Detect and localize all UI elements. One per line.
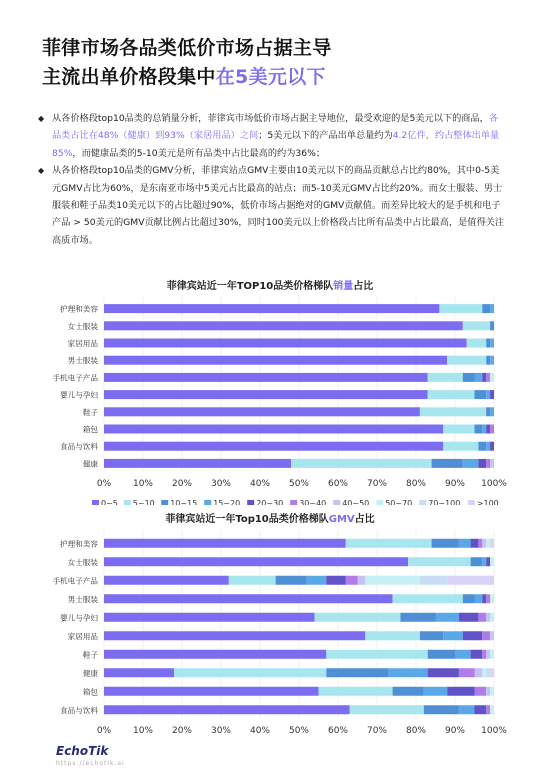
bar-segment bbox=[420, 576, 447, 585]
bar-segment bbox=[358, 576, 366, 585]
bar-segment bbox=[104, 390, 428, 399]
bullet-0-text-0: 从各价格段top10品类的总销量分析，菲律宾市场低价市场占据主导地位，最受欢迎的是5美元以下的商品， bbox=[52, 113, 489, 124]
legend-label: 70~100 bbox=[428, 499, 461, 505]
legend-swatch bbox=[204, 500, 211, 505]
echotik-logo: EchoTik bbox=[56, 744, 109, 758]
bar-segment bbox=[490, 613, 494, 622]
bar-segment bbox=[365, 576, 420, 585]
bar-segment bbox=[400, 613, 435, 622]
bar-segment bbox=[467, 339, 487, 348]
bar-segment bbox=[490, 356, 494, 365]
bar-segment bbox=[428, 650, 455, 659]
bar-segment bbox=[482, 631, 490, 640]
x-tick-label: 20% bbox=[171, 726, 193, 736]
chart1-title-highlight: 销量 bbox=[333, 281, 354, 292]
bar-segment bbox=[475, 390, 487, 399]
bar-segment bbox=[276, 576, 307, 585]
bar-segment bbox=[326, 576, 346, 585]
bar-segment bbox=[486, 356, 490, 365]
diamond-bullet-icon: ◆ bbox=[38, 166, 45, 176]
footer-url: https://echotik.ai bbox=[56, 760, 125, 767]
legend-label: 40~50 bbox=[342, 499, 370, 505]
bar-segment bbox=[490, 650, 494, 659]
bar-segment bbox=[104, 687, 319, 696]
bar-segment bbox=[490, 668, 494, 677]
legend-label: 15~20 bbox=[213, 499, 241, 505]
bar-segment bbox=[432, 539, 459, 548]
bar-segment bbox=[459, 705, 475, 714]
bar-segment bbox=[471, 650, 483, 659]
bar-segment bbox=[478, 613, 486, 622]
bar-segment bbox=[393, 687, 424, 696]
bar-segment bbox=[346, 539, 432, 548]
legend-swatch bbox=[419, 500, 426, 505]
category-label: 箱包 bbox=[82, 687, 98, 697]
bar-segment bbox=[486, 390, 490, 399]
x-tick-label: 40% bbox=[249, 726, 271, 736]
chart1-title-suffix: 占比 bbox=[353, 281, 374, 292]
bar-segment bbox=[482, 594, 486, 603]
bar-segment bbox=[486, 459, 490, 468]
bar-segment bbox=[486, 650, 490, 659]
category-label: 护理和美容 bbox=[60, 304, 98, 314]
bar-segment bbox=[486, 339, 490, 348]
bar-segment bbox=[447, 576, 494, 585]
bar-segment bbox=[482, 557, 486, 566]
chart2-title-text: 菲律宾站近一年Top10品类价格梯队 bbox=[165, 514, 329, 525]
bar-segment bbox=[315, 613, 401, 622]
bar-segment bbox=[447, 356, 486, 365]
bullet-0-text-3: 4.2亿件，约占整体出单量85% bbox=[52, 130, 500, 159]
bar-segment bbox=[482, 425, 486, 434]
legend-swatch bbox=[290, 500, 297, 505]
x-tick-label: 10% bbox=[132, 726, 154, 736]
bar-segment bbox=[428, 373, 463, 382]
bar-segment bbox=[486, 539, 490, 548]
bar-segment bbox=[229, 576, 276, 585]
bar-segment bbox=[174, 668, 326, 677]
bar-segment bbox=[291, 459, 431, 468]
bar-segment bbox=[459, 668, 475, 677]
bar-segment bbox=[475, 687, 487, 696]
bullet-0-text-2: ；5美元以下的产品出单总量约为 bbox=[258, 130, 393, 142]
bar-segment bbox=[490, 339, 494, 348]
category-label: 健康 bbox=[82, 668, 98, 678]
bar-segment bbox=[475, 594, 483, 603]
category-label: 箱包 bbox=[82, 425, 98, 434]
legend-label: 10~15 bbox=[170, 499, 198, 505]
bar-segment bbox=[428, 390, 475, 399]
bar-segment bbox=[455, 650, 471, 659]
bar-segment bbox=[459, 539, 471, 548]
bar-segment bbox=[104, 539, 346, 548]
bar-segment bbox=[104, 373, 428, 382]
bar-segment bbox=[490, 304, 494, 313]
bar-segment bbox=[475, 668, 483, 677]
bar-segment bbox=[432, 459, 463, 468]
legend-label: 0~5 bbox=[101, 499, 118, 505]
bar-segment bbox=[104, 356, 447, 365]
bar-segment bbox=[104, 321, 463, 330]
category-label: 鞋子 bbox=[82, 407, 98, 417]
bar-segment bbox=[408, 557, 470, 566]
chart1-title-text: 菲律宾站近一年TOP10品类价格梯队 bbox=[166, 281, 334, 292]
legend-label: 5~10 bbox=[132, 499, 155, 505]
bar-segment bbox=[104, 594, 393, 603]
title-line-2-highlight: 在5美元以下 bbox=[215, 66, 326, 88]
bar-segment bbox=[486, 613, 490, 622]
bar-segment bbox=[475, 705, 487, 714]
category-label: 婴儿与孕妇 bbox=[60, 390, 98, 400]
legend-label: 50~70 bbox=[385, 499, 413, 505]
x-tick-label: 30% bbox=[210, 479, 232, 489]
bar-segment bbox=[326, 650, 427, 659]
bar-segment bbox=[475, 373, 483, 382]
legend-label: >100 bbox=[476, 499, 499, 505]
bar-segment bbox=[447, 687, 474, 696]
bar-segment bbox=[389, 668, 428, 677]
bar-segment bbox=[104, 650, 326, 659]
bar-segment bbox=[490, 442, 494, 451]
bar-segment bbox=[326, 668, 388, 677]
bar-segment bbox=[104, 407, 420, 416]
bar-segment bbox=[486, 668, 490, 677]
bar-segment bbox=[365, 631, 420, 640]
x-tick-label: 30% bbox=[210, 726, 232, 736]
bar-segment bbox=[443, 631, 463, 640]
bullet-0 bbox=[36, 110, 506, 162]
category-label: 健康 bbox=[82, 459, 98, 469]
x-tick-label: 50% bbox=[288, 479, 310, 489]
bar-segment bbox=[490, 539, 494, 548]
category-label: 家居用品 bbox=[67, 339, 98, 348]
bar-segment bbox=[439, 304, 482, 313]
bar-segment bbox=[482, 668, 486, 677]
bar-segment bbox=[424, 687, 447, 696]
bar-segment bbox=[104, 613, 315, 622]
x-tick-label: 50% bbox=[288, 726, 310, 736]
bar-segment bbox=[104, 705, 350, 714]
bar-segment bbox=[463, 373, 475, 382]
bar-segment bbox=[307, 576, 327, 585]
x-tick-label: 100% bbox=[481, 726, 507, 736]
bar-segment bbox=[486, 594, 490, 603]
bar-segment bbox=[490, 594, 494, 603]
x-tick-label: 60% bbox=[327, 479, 349, 489]
category-label: 鞋子 bbox=[82, 650, 98, 660]
bar-segment bbox=[393, 594, 463, 603]
category-label: 男士服装 bbox=[67, 594, 98, 604]
bar-segment bbox=[486, 687, 490, 696]
bar-segment bbox=[486, 557, 490, 566]
diamond-bullet-icon: ◆ bbox=[38, 114, 45, 123]
bar-segment bbox=[478, 442, 486, 451]
bar-segment bbox=[478, 539, 482, 548]
bar-segment bbox=[104, 459, 291, 468]
bar-segment bbox=[490, 631, 494, 640]
page-title bbox=[42, 34, 502, 92]
title-line-2 bbox=[42, 63, 502, 92]
bar-segment bbox=[350, 705, 424, 714]
bar-segment bbox=[319, 687, 393, 696]
bar-segment bbox=[459, 613, 479, 622]
bar-segment bbox=[428, 668, 459, 677]
category-label: 女士服装 bbox=[67, 321, 98, 331]
legend-swatch bbox=[247, 500, 254, 505]
bar-segment bbox=[478, 459, 486, 468]
legend-swatch bbox=[376, 500, 383, 505]
legend-swatch bbox=[124, 500, 131, 505]
bar-segment bbox=[486, 407, 490, 416]
bar-segment bbox=[420, 631, 443, 640]
x-tick-label: 70% bbox=[366, 726, 388, 736]
bullet-1-text-0: 从各价格段top10品类的GMV分析，菲律宾站点GMV主要由10美元以下的商品贡献总占比约80%，其中0-5美元GMV占比为60%，是东南亚市场中5美元占比最高的站点；而5-10美元GMV占比约20%。而女士服装、男士服装和鞋子品类10美元以下的占比超过90%，低价市场占据绝对的GMV贡献值。而差异比较大的是手机和电子产品 > 50美元的GMV贡献比例占比超过30%，同时100美元以上价格段占比所有品类中占比最高，是值得关注高质市场。 bbox=[52, 165, 505, 246]
x-tick-label: 90% bbox=[444, 479, 466, 489]
bar-segment bbox=[490, 557, 494, 566]
bar-segment bbox=[463, 594, 475, 603]
bar-segment bbox=[346, 576, 358, 585]
bullet-1 bbox=[36, 162, 506, 249]
x-tick-label: 80% bbox=[405, 726, 427, 736]
bar-segment bbox=[104, 557, 408, 566]
bar-segment bbox=[482, 650, 486, 659]
category-label: 食品与饮料 bbox=[60, 705, 98, 715]
legend-swatch bbox=[161, 500, 168, 505]
bar-segment bbox=[463, 459, 479, 468]
chart1-sales-share bbox=[0, 290, 540, 505]
category-label: 食品与饮料 bbox=[60, 442, 98, 452]
chart2-title-highlight: GMV bbox=[328, 514, 355, 525]
legend-swatch bbox=[333, 500, 340, 505]
title-line-2-part-a: 主流出单价格段集中 bbox=[42, 66, 216, 88]
bar-segment bbox=[471, 557, 483, 566]
x-tick-label: 60% bbox=[327, 726, 349, 736]
chart2-title-suffix: 占比 bbox=[354, 514, 375, 525]
x-tick-label: 0% bbox=[96, 726, 112, 736]
legend-label: 20~30 bbox=[256, 499, 284, 505]
bar-segment bbox=[443, 425, 474, 434]
category-label: 护理和美容 bbox=[60, 539, 98, 549]
x-tick-label: 20% bbox=[171, 479, 193, 489]
bar-segment bbox=[486, 442, 490, 451]
bar-segment bbox=[443, 442, 478, 451]
bullet-0-text-4: ，而健康品类的5-10美元是所有品类中占比最高的约为36%； bbox=[72, 147, 326, 159]
bar-segment bbox=[490, 687, 494, 696]
bar-segment bbox=[424, 705, 459, 714]
bar-segment bbox=[490, 373, 494, 382]
bar-segment bbox=[471, 539, 479, 548]
bar-segment bbox=[490, 390, 494, 399]
bar-segment bbox=[486, 425, 490, 434]
bar-segment bbox=[486, 705, 490, 714]
x-tick-label: 80% bbox=[405, 479, 427, 489]
bullet-0-text-1: 各品类占比在48%（健康）到93%（家居用品）之间 bbox=[52, 113, 499, 142]
title-line-1: 菲律市场各品类低价市场占据主导 bbox=[42, 37, 332, 59]
bar-segment bbox=[104, 668, 174, 677]
chart2-gmv-share bbox=[0, 526, 540, 748]
category-label: 家居用品 bbox=[67, 631, 98, 641]
bar-segment bbox=[104, 304, 439, 313]
bar-segment bbox=[482, 304, 490, 313]
bar-segment bbox=[490, 321, 494, 330]
bar-segment bbox=[490, 425, 494, 434]
bar-segment bbox=[486, 373, 490, 382]
bar-segment bbox=[482, 539, 486, 548]
bar-segment bbox=[463, 321, 490, 330]
bar-segment bbox=[475, 425, 483, 434]
x-tick-label: 40% bbox=[249, 479, 271, 489]
bar-segment bbox=[490, 705, 494, 714]
bar-segment bbox=[104, 576, 229, 585]
x-tick-label: 100% bbox=[481, 479, 507, 489]
category-label: 手机电子产品 bbox=[52, 576, 98, 586]
bar-segment bbox=[482, 373, 486, 382]
x-tick-label: 70% bbox=[366, 479, 388, 489]
legend-label: 30~40 bbox=[299, 499, 327, 505]
x-tick-label: 0% bbox=[96, 479, 112, 489]
bar-segment bbox=[104, 339, 467, 348]
x-tick-label: 10% bbox=[132, 479, 154, 489]
bar-segment bbox=[436, 613, 459, 622]
chart2-title bbox=[0, 510, 540, 525]
insight-bullets bbox=[36, 110, 506, 249]
bar-segment bbox=[104, 631, 365, 640]
legend-swatch bbox=[468, 500, 475, 505]
category-label: 手机电子产品 bbox=[52, 373, 98, 383]
legend-swatch bbox=[92, 500, 99, 505]
bar-segment bbox=[420, 407, 486, 416]
bar-segment bbox=[490, 459, 494, 468]
x-tick-label: 90% bbox=[444, 726, 466, 736]
bar-segment bbox=[490, 407, 494, 416]
category-label: 男士服装 bbox=[67, 356, 98, 366]
bar-segment bbox=[104, 425, 443, 434]
category-label: 女士服装 bbox=[67, 557, 98, 567]
bar-segment bbox=[463, 631, 483, 640]
bar-segment bbox=[104, 442, 443, 451]
category-label: 婴儿与孕妇 bbox=[60, 613, 98, 623]
